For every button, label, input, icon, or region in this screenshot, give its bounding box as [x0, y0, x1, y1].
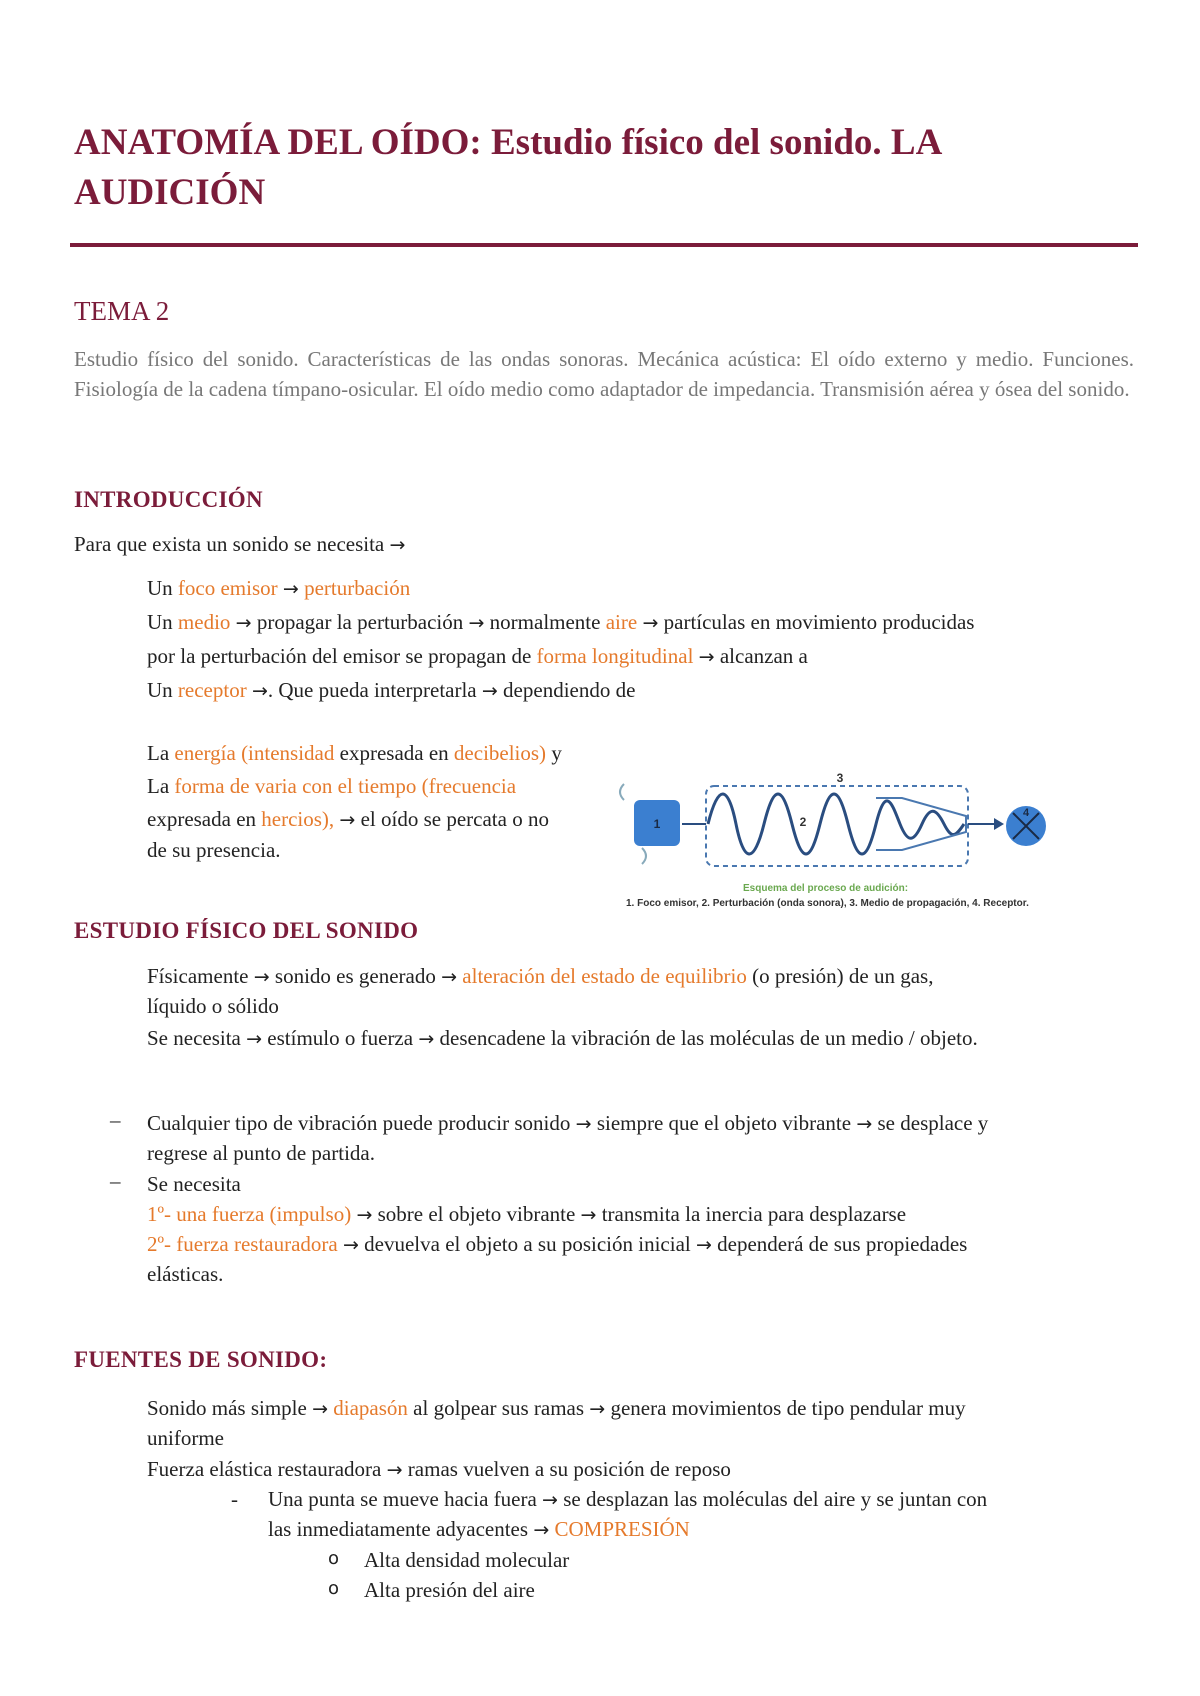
emitter-sound-lines-icon	[620, 784, 624, 800]
arrow-icon: →	[356, 1204, 373, 1226]
label-4: 4	[1022, 807, 1030, 819]
fuentes-o-1: Alta densidad molecular	[364, 1548, 570, 1572]
fuentes-line-1: Sonido más simple → diapasón al golpear sus ramas → genera movimientos de tipo pendular muy	[147, 1396, 966, 1420]
list-dash: –	[110, 1108, 121, 1132]
intro-line-3: por la perturbación del emisor se propagan de forma longitudinal → alcanzan a	[147, 644, 808, 668]
arrow-icon: →	[312, 1398, 329, 1420]
arrow-icon: →	[698, 646, 715, 668]
estudio-bullet-4-cont: elásticas.	[147, 1262, 224, 1286]
intro-line-7: expresada en hercios), → el oído se percata o no	[147, 807, 549, 831]
fuentes-sub-2: las inmediatamente adyacentes → COMPRESIÓN	[268, 1517, 690, 1541]
intro-lead: Para que exista un sonido se necesita →	[74, 532, 406, 556]
arrow-icon: →	[418, 1028, 435, 1050]
intro-line-1: Un foco emisor → perturbación	[147, 576, 411, 600]
estudio-bullet-1-cont: regrese al punto de partida.	[147, 1141, 375, 1165]
label-2: 2	[799, 815, 807, 829]
arrow-icon: →	[386, 1459, 403, 1481]
page-title: ANATOMÍA DEL OÍDO: Estudio físico del sonido. LA AUDICIÓN	[74, 122, 941, 213]
sub-dash: -	[231, 1487, 238, 1511]
estudio-bullet-4: 2º- fuerza restauradora → devuelva el objeto a su posición inicial → dependerá de sus propiedades	[147, 1232, 968, 1256]
estudio-line-3: Se necesita → estímulo o fuerza → desencadene la vibración de las moléculas de un medio / objeto.	[147, 1026, 978, 1050]
label-3: 3	[836, 771, 844, 785]
fuentes-o-2: Alta presión del aire	[364, 1578, 535, 1602]
arrow-icon: →	[481, 680, 498, 702]
figure-caption: 1. Foco emisor, 2. Perturbación (onda sonora), 3. Medio de propagación, 4. Receptor.	[626, 898, 1029, 909]
sound-wave	[708, 794, 964, 854]
estudio-bullet-1: Cualquier tipo de vibración puede producir sonido → siempre que el objeto vibrante → se desplace y	[147, 1111, 989, 1135]
estudio-line-1: Físicamente → sonido es generado → alteración del estado de equilibrio (o presión) de un gas,	[147, 964, 934, 988]
arrow-icon: →	[575, 1113, 592, 1135]
arrow-icon: →	[856, 1113, 873, 1135]
intro-line-2: Un medio → propagar la perturbación → normalmente aire → partículas en movimiento producidas	[147, 610, 975, 634]
label-1: 1	[653, 817, 661, 831]
circle-bullet-icon: o	[328, 1548, 340, 1569]
intro-line-8: de su presencia.	[147, 838, 281, 862]
estudio-bullet-3: 1º- una fuerza (impulso) → sobre el objeto vibrante → transmita la inercia para desplazarse	[147, 1202, 907, 1226]
fuentes-heading: FUENTES DE SONIDO:	[74, 1347, 328, 1372]
arrow-icon: →	[542, 1489, 558, 1511]
arrow-icon: →	[580, 1204, 597, 1226]
fuentes-line-3: Fuerza elástica restauradora → ramas vuelven a su posición de reposo	[147, 1457, 731, 1481]
arrow-icon: →	[589, 1398, 606, 1420]
tema-label: TEMA 2	[74, 296, 170, 326]
arrow-icon: →	[695, 1234, 712, 1256]
estudio-bullet-2: Se necesita	[147, 1172, 241, 1196]
arrow-icon: →	[253, 966, 270, 988]
estudio-line-2: líquido o sólido	[147, 994, 279, 1018]
arrow-icon: →	[251, 680, 268, 702]
estudio-heading: ESTUDIO FÍSICO DEL SONIDO	[74, 918, 419, 943]
arrow-icon: →	[533, 1519, 550, 1541]
arrowhead-icon	[994, 818, 1004, 830]
fuentes-line-2: uniforme	[147, 1426, 224, 1450]
fuentes-sub-1: Una punta se mueve hacia fuera → se desplazan las moléculas del aire y se juntan con	[268, 1487, 988, 1511]
circle-bullet-icon: o	[328, 1578, 340, 1599]
arrow-icon: →	[342, 1234, 359, 1256]
intro-line-5: La energía (intensidad expresada en decibelios) y	[147, 741, 562, 765]
arrow-icon: →	[441, 966, 458, 988]
intro-heading: INTRODUCCIÓN	[74, 487, 263, 512]
title-divider	[70, 243, 1138, 247]
arrow-icon: →	[246, 1028, 263, 1050]
medium-dashed-box	[706, 786, 968, 866]
arrow-icon: →	[389, 534, 406, 556]
summary-paragraph: Estudio físico del sonido. Características de las ondas sonoras. Mecánica acústica: El oído externo y medio. Funciones. Fisiología de la cadena tímpano-osicular. El oído medio como adaptador de impedancia. Transmisión aérea y ósea del sonido.	[74, 347, 1134, 401]
arrow-icon: →	[339, 809, 356, 831]
figure-caption-title: Esquema del proceso de audición:	[743, 883, 909, 894]
arrow-icon: →	[468, 612, 485, 634]
arrow-icon: →	[282, 578, 299, 600]
intro-line-6: La forma de varia con el tiempo (frecuencia	[147, 774, 517, 798]
arrow-icon: →	[235, 612, 252, 634]
list-dash: –	[110, 1169, 121, 1193]
arrow-icon: →	[642, 612, 659, 634]
intro-line-4: Un receptor →. Que pueda interpretarla → dependiendo de	[147, 678, 636, 702]
